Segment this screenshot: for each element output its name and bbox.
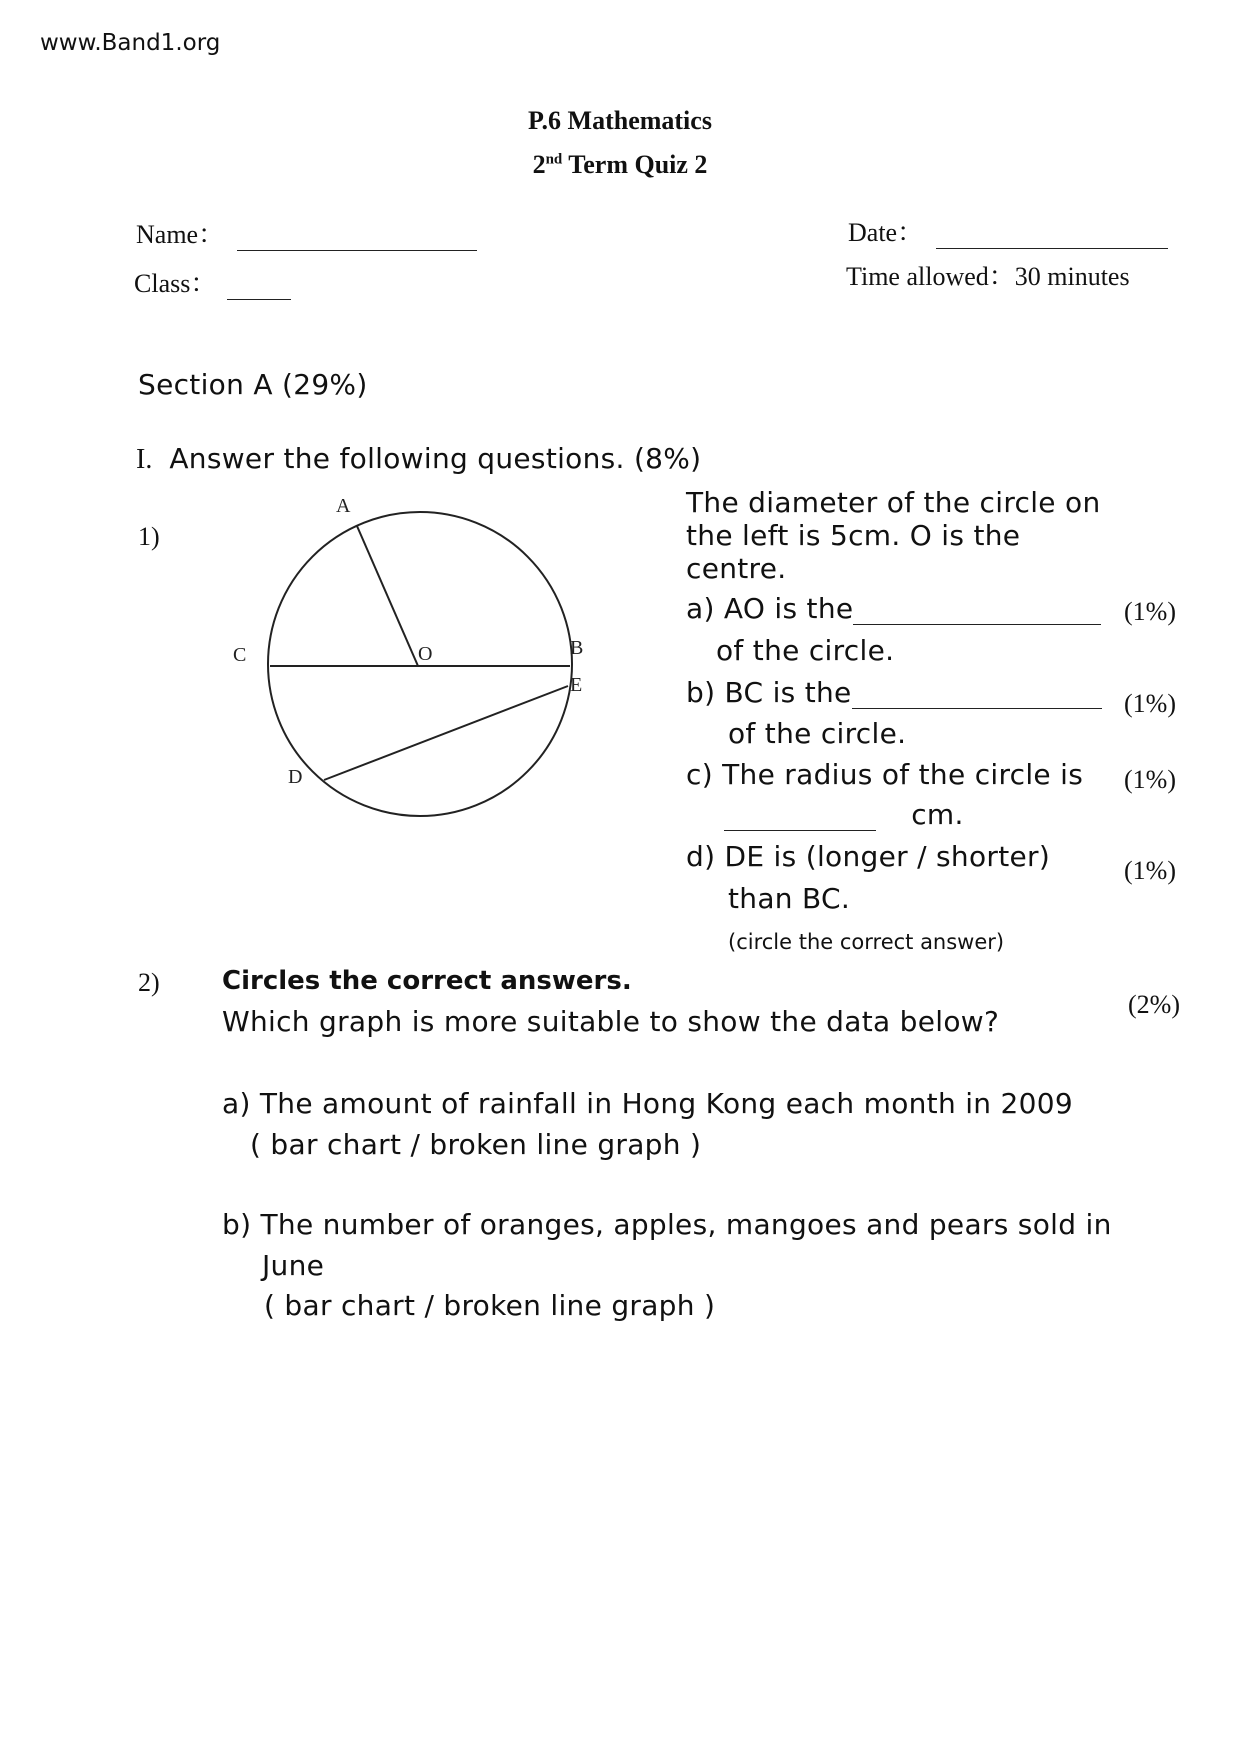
q1c-unit: cm. — [911, 798, 964, 831]
q1b-text: b) BC is the — [686, 676, 852, 709]
section-title: Section A (29%) — [138, 368, 368, 401]
q1-intro-line1: The diameter of the circle on — [686, 486, 1101, 519]
class-answer-line[interactable] — [227, 277, 291, 300]
q1b-percent: (1%) — [1124, 689, 1176, 718]
part-roman: I. — [136, 444, 153, 475]
page-subtitle — [0, 150, 1240, 180]
q2-percent: (2%) — [1128, 990, 1180, 1019]
circle-diagram — [220, 490, 620, 830]
q1d-continuation: than BC. — [728, 882, 851, 915]
time-allowed: Time allowed：30 minutes — [846, 262, 1130, 291]
date-answer-line[interactable] — [936, 226, 1168, 249]
q1-number: 1) — [138, 522, 160, 551]
q1a-percent: (1%) — [1124, 597, 1176, 626]
q1d-prompt[interactable]: d) DE is (longer / shorter) — [686, 840, 1051, 873]
q2-instruction: Circles the correct answers. — [222, 966, 632, 996]
q1c-percent: (1%) — [1124, 765, 1176, 794]
label-b: B — [570, 637, 584, 659]
chord-de — [324, 686, 568, 780]
label-d: D — [288, 766, 303, 788]
q2a-choice[interactable]: ( bar chart / broken line graph ) — [250, 1128, 702, 1161]
class-field — [134, 263, 291, 300]
radius-ao — [357, 526, 418, 666]
q2a-text: a) The amount of rainfall in Hong Kong each month in 2009 — [222, 1087, 1073, 1120]
term-number: 2 — [532, 150, 546, 179]
watermark-url: www.Band1.org — [40, 30, 221, 56]
q2-question: Which graph is more suitable to show the data below? — [222, 1005, 1000, 1038]
q1d-percent: (1%) — [1124, 856, 1176, 885]
q1c-answer-row — [724, 798, 964, 831]
name-answer-line[interactable] — [237, 228, 477, 251]
q1b-prompt — [686, 676, 1102, 709]
q1-intro-line3: centre. — [686, 552, 787, 585]
label-o: O — [418, 643, 433, 665]
class-label: Class： — [134, 269, 217, 298]
part-title: Answer the following questions. (8%) — [169, 442, 702, 475]
q1a-continuation: of the circle. — [716, 634, 895, 667]
q2b-text-line1: b) The number of oranges, apples, mangoes and pears sold in — [222, 1208, 1112, 1241]
name-label: Name： — [136, 220, 225, 249]
q2b-choice[interactable]: ( bar chart / broken line graph ) — [264, 1289, 716, 1322]
q2-number: 2) — [138, 968, 160, 997]
q1b-continuation: of the circle. — [728, 717, 907, 750]
q1a-prompt — [686, 592, 1101, 625]
q1-intro-line2: the left is 5cm. O is the — [686, 519, 1021, 552]
date-label: Date： — [848, 218, 924, 247]
q1b-answer-line[interactable] — [852, 684, 1102, 709]
part-heading — [136, 442, 701, 476]
label-c: C — [233, 644, 247, 666]
date-field — [848, 212, 1168, 249]
label-e: E — [570, 674, 583, 696]
q2b-text-line2: June — [262, 1249, 325, 1282]
q1a-answer-line[interactable] — [853, 600, 1101, 625]
page-title: P.6 Mathematics — [528, 106, 712, 135]
q1a-text: a) AO is the — [686, 592, 854, 625]
term-rest: Term Quiz 2 — [562, 150, 708, 179]
term-superscript: nd — [545, 151, 563, 168]
q1c-prompt: c) The radius of the circle is — [686, 758, 1084, 791]
q1d-note: (circle the correct answer) — [728, 930, 1005, 954]
name-field — [136, 214, 477, 251]
label-a: A — [336, 495, 351, 517]
q1c-answer-line[interactable] — [724, 808, 876, 831]
